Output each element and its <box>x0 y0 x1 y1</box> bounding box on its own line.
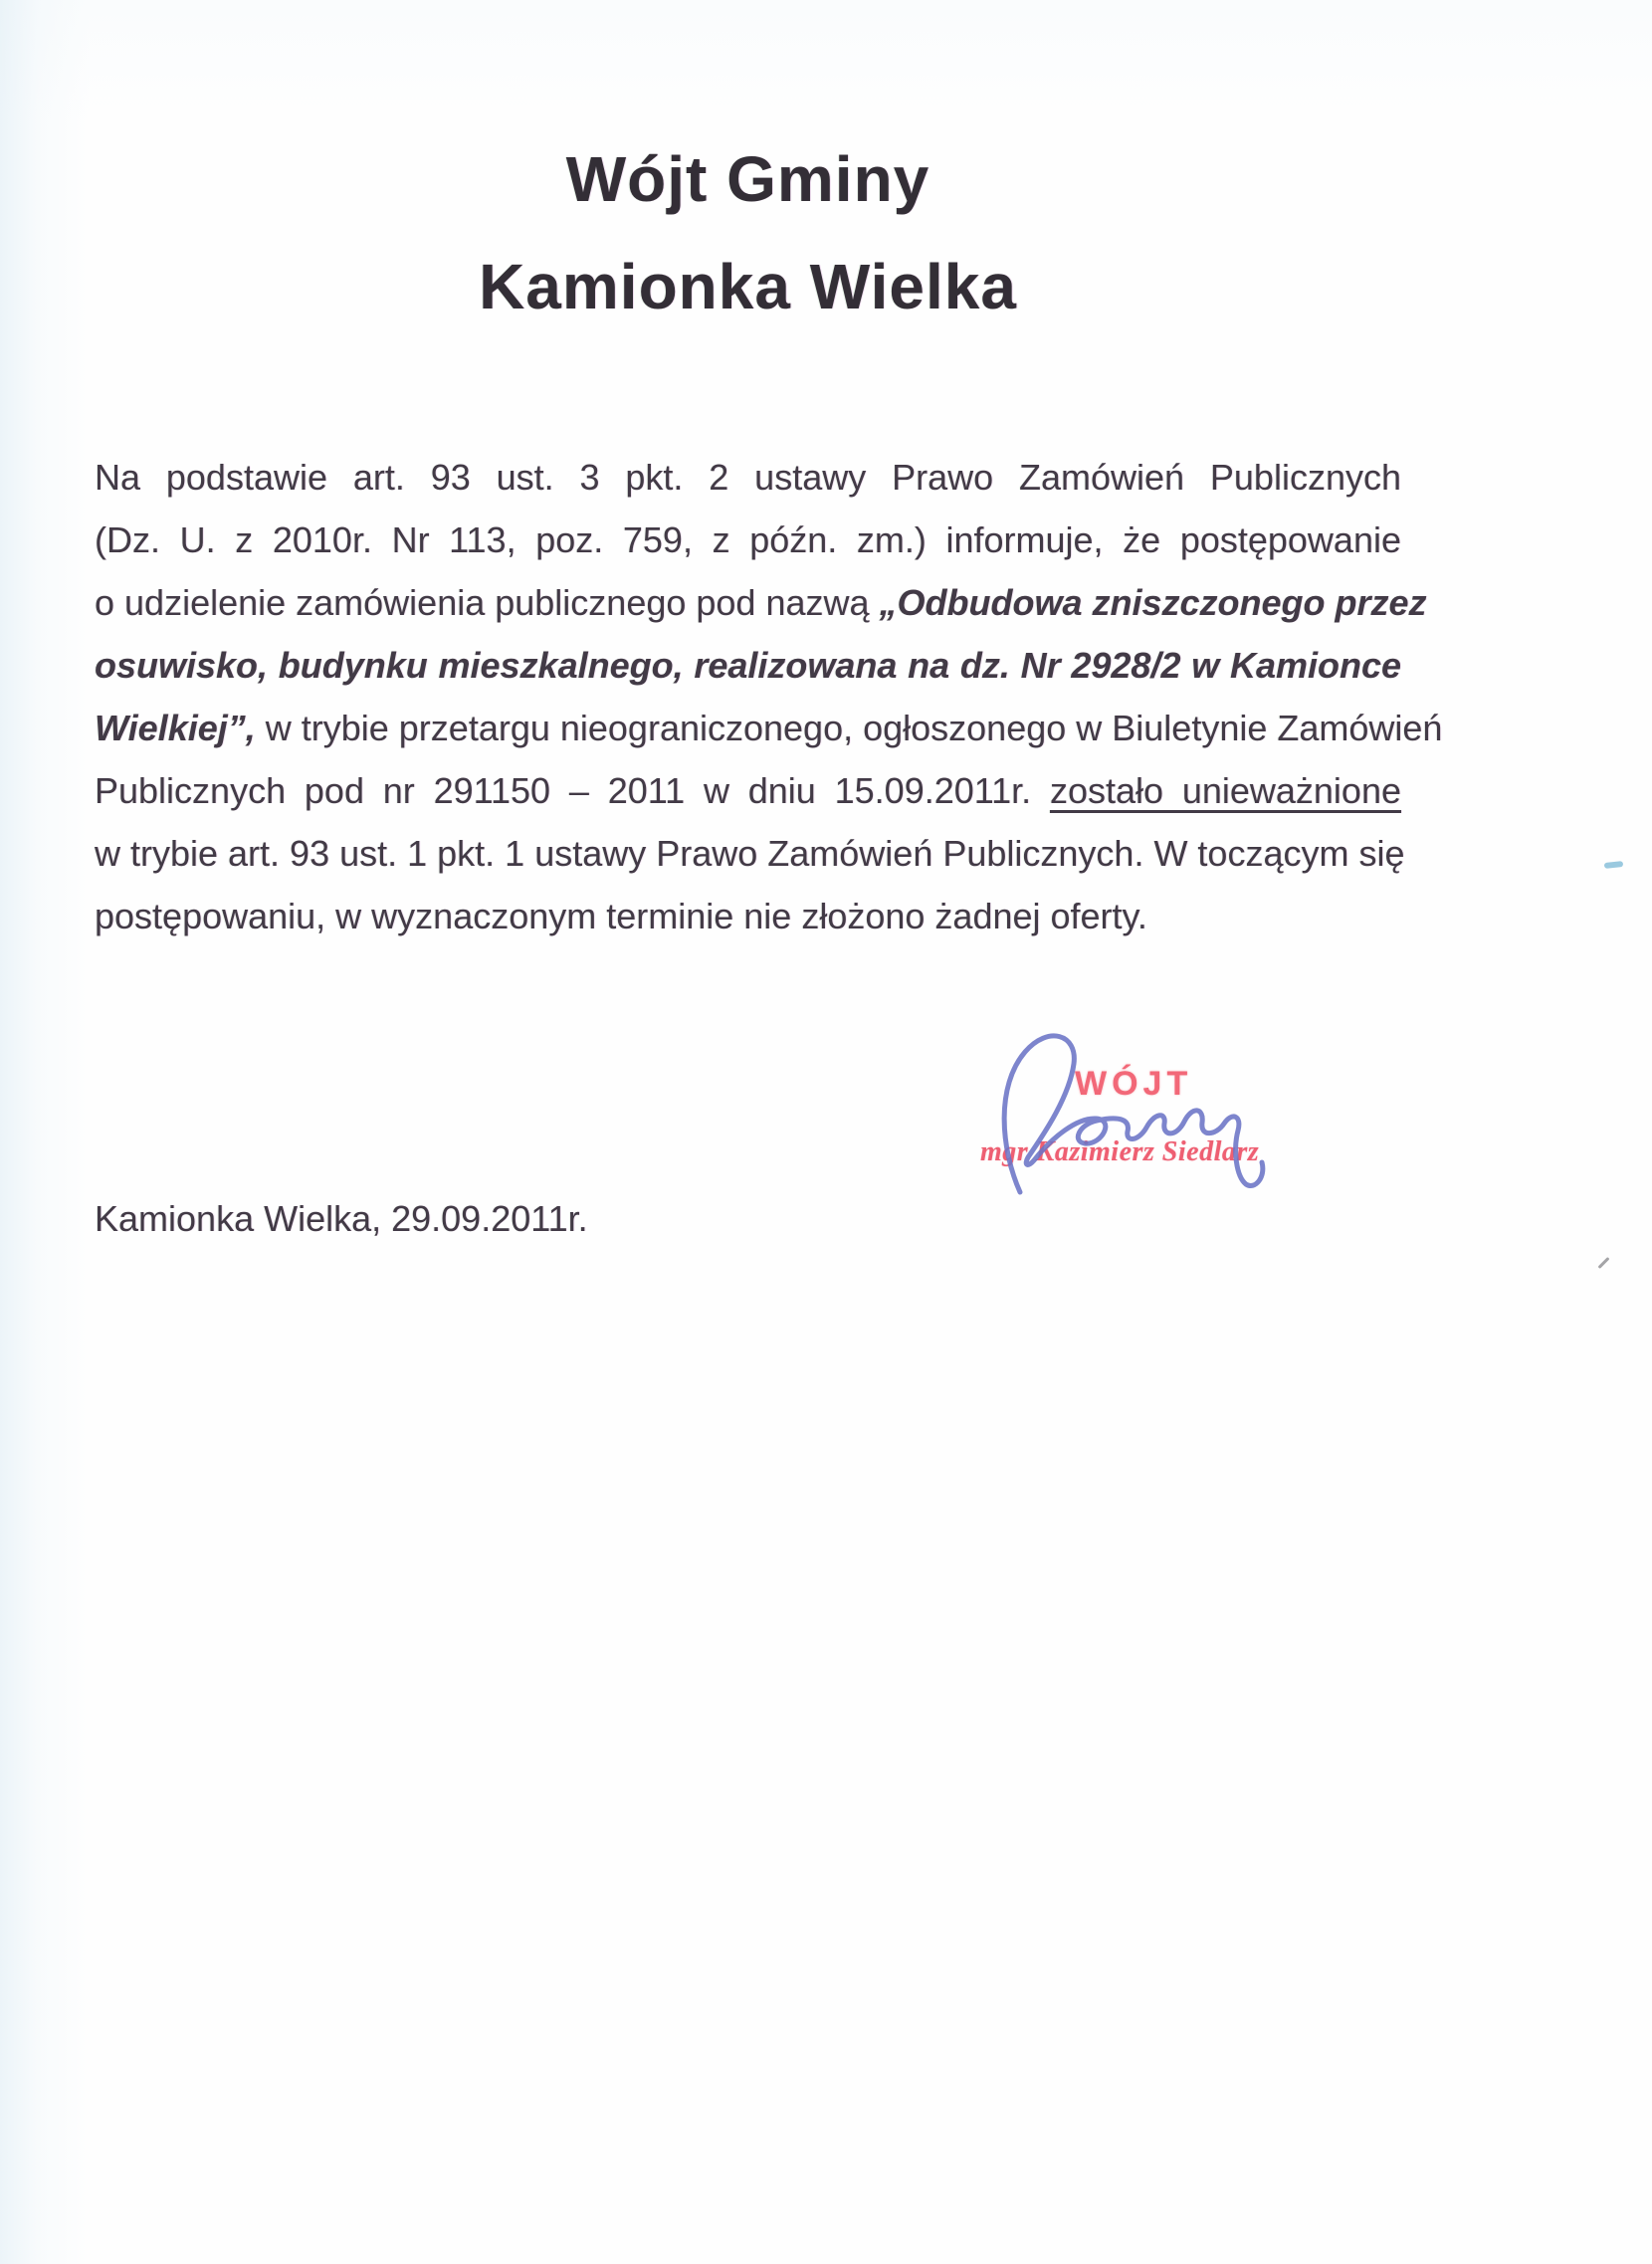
paragraph-line <box>95 697 1443 759</box>
paragraph-line <box>95 571 1427 634</box>
paragraph-line <box>95 822 1405 885</box>
letterhead <box>95 139 1401 326</box>
letterhead-title-line2: Kamionka Wielka <box>479 251 1017 322</box>
stamp-name-label: mgr Kazimierz Siedlarz <box>980 1136 1260 1167</box>
paragraph-line <box>95 885 1401 947</box>
annulled-underlined-text: zostało unieważnione <box>1049 770 1401 811</box>
body-paragraph <box>95 446 1443 947</box>
place-and-date: Kamionka Wielka, 29.09.2011r. <box>95 1198 588 1239</box>
paragraph-text: o udzielenie zamówienia publicznego pod nazwą <box>95 582 880 623</box>
paragraph-text: Na podstawie art. 93 ust. 3 pkt. 2 ustawy Prawo Zamówień Publicznych <box>95 457 1401 498</box>
paragraph-text: w trybie art. 93 ust. 1 pkt. 1 ustawy Prawo Zamówień Publicznych. W toczącym się <box>95 833 1405 874</box>
handwritten-signature <box>980 1028 1289 1197</box>
signature-stroke <box>1004 1036 1263 1192</box>
paragraph-line <box>95 634 1401 697</box>
paragraph-text: (Dz. U. z 2010r. Nr 113, poz. 759, z późn. zm.) informuje, że postępowanie <box>95 519 1401 560</box>
paragraph-line <box>95 446 1401 509</box>
project-name-text: „Odbudowa zniszczonego przez <box>879 582 1427 623</box>
stamp-role-label: WÓJT <box>1075 1065 1193 1103</box>
paragraph-text: Publicznych pod nr 291150 – 2011 w dniu 15.09.2011r. <box>95 770 1050 811</box>
project-name-text: Wielkiej”, <box>95 708 256 748</box>
letterhead-title-line1: Wójt Gminy <box>565 143 930 215</box>
signature-block <box>955 1015 1314 1224</box>
paragraph-text: postępowaniu, w wyznaczonym terminie nie złożono żadnej oferty. <box>95 896 1147 936</box>
paragraph-text: w trybie przetargu nieograniczonego, ogłoszonego w Biuletynie Zamówień <box>255 708 1443 748</box>
paragraph-line <box>95 509 1401 571</box>
paragraph-line <box>95 759 1401 822</box>
project-name-text: osuwisko, budynku mieszkalnego, realizowana na dz. Nr 2928/2 w Kamionce <box>95 645 1401 686</box>
